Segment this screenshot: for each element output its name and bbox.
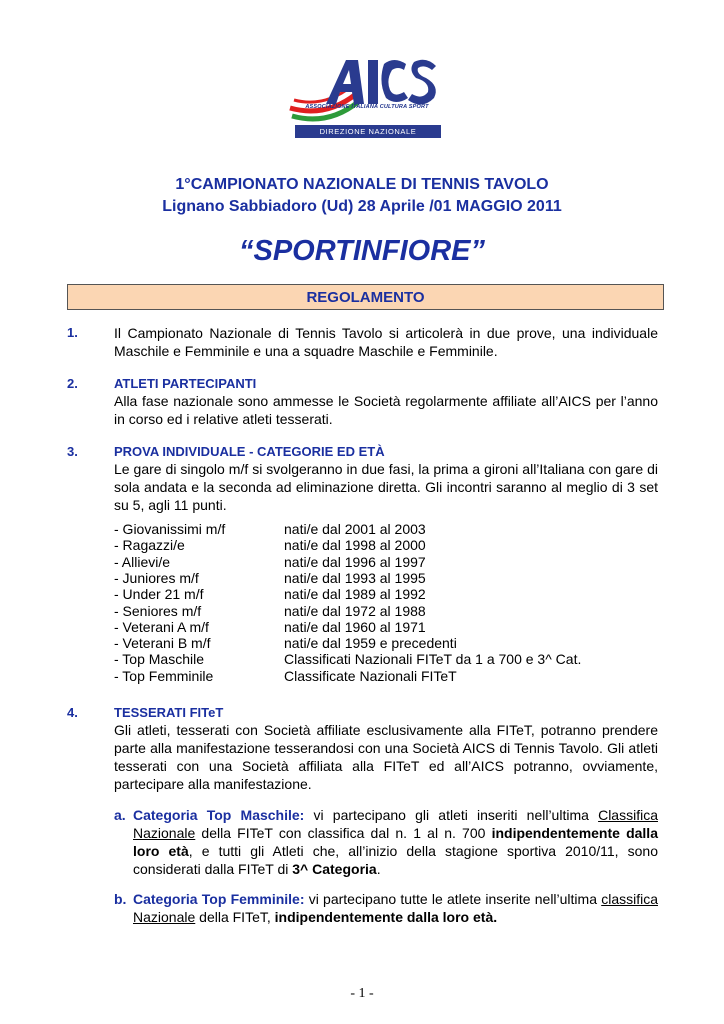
championship-title: 1°CAMPIONATO NAZIONALE DI TENNIS TAVOLO [175, 176, 549, 193]
subsection-a-text [133, 806, 658, 878]
category-name: - Juniores m/f [114, 569, 199, 586]
section-number: 3. [67, 444, 78, 459]
category-range: nati/e dal 1960 al 1971 [284, 618, 426, 635]
category-range: nati/e dal 1972 al 1988 [284, 602, 426, 619]
championship-venue-dates: Lignano Sabbiadoro (Ud) 28 Aprile /01 MAGGIO 2011 [162, 198, 562, 215]
category-range: nati/e dal 1989 al 1992 [284, 586, 426, 603]
subsection-b-text [133, 890, 658, 926]
category-name: - Veterani A m/f [114, 618, 209, 635]
page-number: - 1 - [350, 986, 374, 1001]
text-bold: indipendentemente dalla loro età [133, 825, 658, 859]
text-run: vi partecipano tutte le atlete inserite nell’ultima [304, 891, 602, 907]
logo-band: DIREZIONE NAZIONALE [295, 125, 441, 138]
category-range: nati/e dal 1998 al 2000 [284, 537, 426, 554]
subsection-label: Categoria Top Femminile: [133, 891, 305, 907]
classifica-link[interactable]: classifica Nazionale [133, 891, 658, 925]
text-run: della FITeT con classifica dal n. 1 al n. 700 [195, 825, 492, 841]
category-range: Classificate Nazionali FITeT [284, 667, 457, 684]
section-number: 1. [67, 325, 78, 340]
text-run: della FITeT, [195, 909, 275, 925]
section-number: 4. [67, 705, 78, 720]
category-range: nati/e dal 1996 al 1997 [284, 553, 426, 570]
category-range: Classificati Nazionali FITeT da 1 a 700 e 3^ Cat. [284, 651, 582, 668]
section-text: Le gare di singolo m/f si svolgeranno in due fasi, la prima a gironi all’Italiana con gare di sola andata e la seconda ad eliminazione diretta. Gli incontri saranno al meglio di 3 set su 5, agli 11 punti. [114, 461, 658, 513]
section-heading: ATLETI PARTECIPANTI [114, 376, 257, 391]
category-name: - Under 21 m/f [114, 586, 204, 603]
category-name: - Giovanissimi m/f [114, 521, 226, 537]
regolamento-banner: REGOLAMENTO [67, 284, 664, 310]
subsection-label: Categoria Top Maschile: [133, 807, 305, 823]
category-range: nati/e dal 2001 al 2003 [284, 521, 426, 537]
classifica-link[interactable]: Classifica Nazionale [133, 807, 658, 841]
section-text: Gli atleti, tesserati con Società affiliate esclusivamente alla FITeT, potranno prendere parte alla manifestazione tesserandosi con una Società AICS di Tennis Tavolo. Gli atleti tesserati con una Società affiliata alla FITeT ed all’AICS potranno, ovviamente, partecipare alla manifestazione. [114, 722, 658, 792]
text-bold: indipendentemente dalla loro età. [274, 909, 498, 925]
category-name: - Veterani B m/f [114, 635, 211, 652]
section-heading: TESSERATI FITeT [114, 705, 224, 720]
subsection-letter: b. [114, 891, 127, 907]
category-name: - Top Femminile [114, 667, 214, 684]
section-number: 2. [67, 376, 78, 391]
logo-subtitle: ASSOCIAZIONE ITALIANA CULTURA SPORT [305, 104, 429, 110]
text-run: , e tutti gli Atleti che, all’inizio della stagione sportiva 2010/11, sono considerati dalla FITeT di [133, 843, 658, 877]
category-name: - Seniores m/f [114, 602, 202, 619]
category-name: - Top Maschile [114, 651, 205, 668]
category-range: nati/e dal 1993 al 1995 [284, 569, 426, 586]
section-text: Alla fase nazionale sono ammesse le Società regolarmente affiliate all’AICS per l’anno in corso ed i relative atleti tesserati. [114, 393, 658, 427]
section-text: Il Campionato Nazionale di Tennis Tavolo si articolerà in due prove, una individuale Maschile e Femminile e una a squadre Maschile e Femminile. [114, 325, 658, 359]
text-run: vi partecipano gli atleti inseriti nell’ultima [304, 807, 599, 823]
subsection-letter: a. [114, 807, 126, 823]
category-name: - Allievi/e [114, 553, 171, 570]
category-name: - Ragazzi/e [114, 537, 185, 554]
text-bold: 3^ Categoria [292, 861, 377, 877]
section-heading: PROVA INDIVIDUALE - CATEGORIE ED ETÀ [114, 444, 385, 459]
event-name: “SPORTINFIORE” [239, 235, 485, 267]
text-run: . [376, 861, 381, 877]
category-range: nati/e dal 1959 e precedenti [284, 635, 457, 652]
